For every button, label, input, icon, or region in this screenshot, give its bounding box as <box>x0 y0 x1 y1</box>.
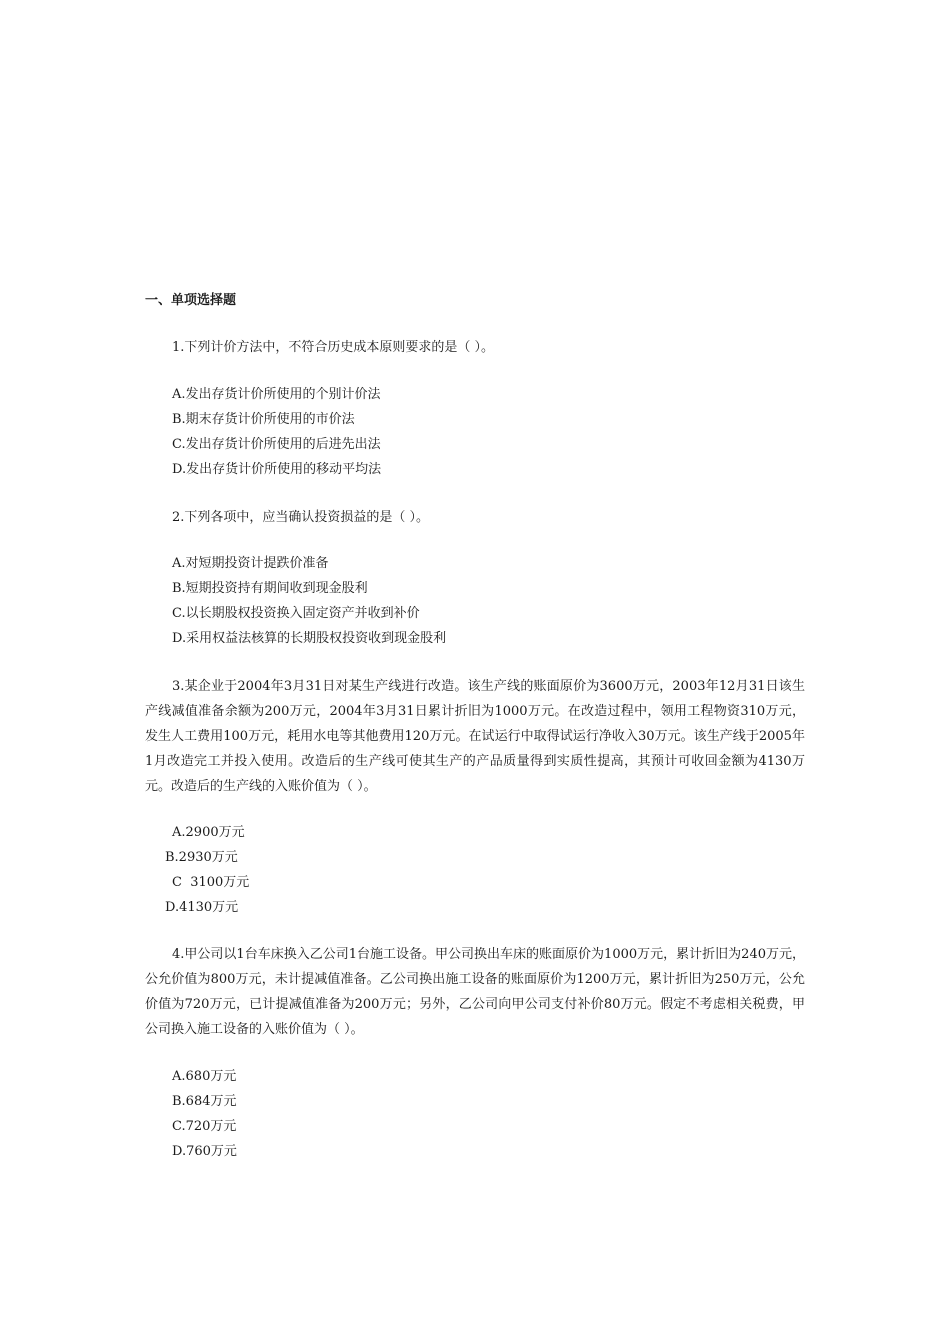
question-3-option-b: B.2930万元 <box>165 850 238 865</box>
question-3-option-a: A.2900万元 <box>172 825 245 840</box>
question-1-stem: 1.下列计价方法中，不符合历史成本原则要求的是（ ）。 <box>172 340 495 355</box>
question-2-options <box>172 551 446 651</box>
question-3-option-d: D.4130万元 <box>165 900 239 915</box>
question-1-option-d: D.发出存货计价所使用的移动平均法 <box>172 462 382 477</box>
section-title: 一、单项选择题 <box>145 293 237 308</box>
question-1-option-c: C.发出存货计价所使用的后进先出法 <box>172 437 381 452</box>
question-2-option-d: D.采用权益法核算的长期股权投资收到现金股利 <box>172 631 447 646</box>
question-2-option-b: B.短期投资持有期间收到现金股利 <box>172 581 368 596</box>
question-4-options <box>172 1064 237 1164</box>
question-3-option-c: C 3100万元 <box>172 875 250 890</box>
question-1-option-a: A.发出存货计价所使用的个别计价法 <box>172 387 381 402</box>
question-2-option-c: C.以长期股权投资换入固定资产并收到补价 <box>172 606 420 621</box>
question-4-stem: 4.甲公司以1台车床换入乙公司1台施工设备。甲公司换出车床的账面原价为1000万元，累计折旧为240万元，公允价值为800万元，未计提减值准备。乙公司换出施工设备的账面原价为1200万元，累计折旧为250万元，公允价值为720万元，已计提减值准备为200万元；另外，乙公司向甲公司支付补价80万元。假定不考虑相关税费，甲公司换入施工设备的入账价值为（ ）。 <box>145 947 805 1037</box>
question-1-options <box>172 382 381 482</box>
question-4-option-b: B.684万元 <box>172 1094 237 1109</box>
question-2-stem: 2.下列各项中，应当确认投资损益的是（ ）。 <box>172 510 430 525</box>
question-2-option-a: A.对短期投资计提跌价准备 <box>172 556 329 571</box>
question-4-option-a: A.680万元 <box>172 1069 237 1084</box>
question-4-option-c: C.720万元 <box>172 1119 237 1134</box>
question-3-options <box>165 820 249 920</box>
question-3-stem: 3.某企业于2004年3月31日对某生产线进行改造。该生产线的账面原价为3600万元，2003年12月31日该生产线减值准备余额为200万元，2004年3月31日累计折旧为1000万元。在改造过程中，领用工程物资310万元，发生人工费用100万元，耗用水电等其他费用120万元。在试运行中取得试运行净收入30万元。该生产线于2005年1月改造完工并投入使用。改造后的生产线可使其生产的产品质量得到实质性提高，其预计可收回金额为4130万元。改造后的生产线的入账价值为（ ）。 <box>145 679 805 794</box>
question-4-option-d: D.760万元 <box>172 1144 237 1159</box>
question-1-option-b: B.期末存货计价所使用的市价法 <box>172 412 355 427</box>
